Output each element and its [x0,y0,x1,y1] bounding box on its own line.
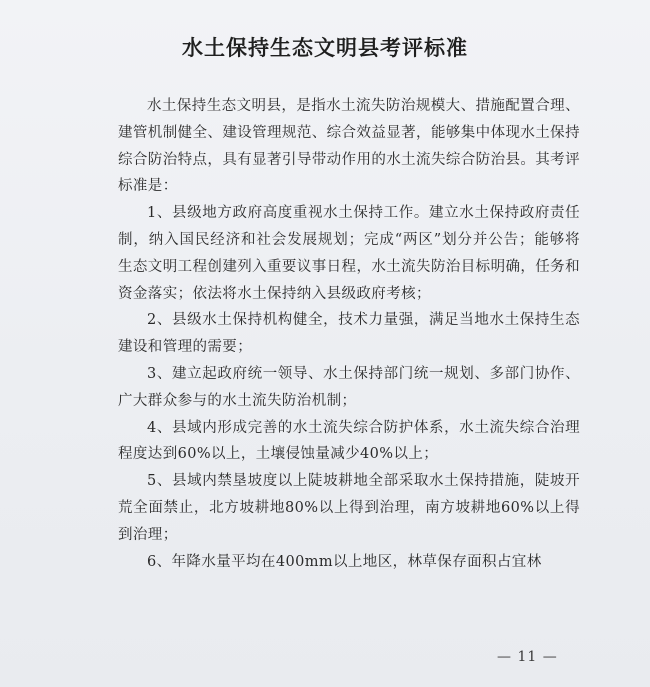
paragraph-criterion-3: 3、建立起政府统一领导、水土保持部门统一规划、多部门协作、广大群众参与的水土流失防治机制； [118,365,580,409]
paragraph-criterion-4: 4、县域内形成完善的水土流失综合防护体系，水土流失综合治理程度达到60%以上，土壤侵蚀量减少40%以上； [118,419,580,463]
paragraph-criterion-1: 1、县级地方政府高度重视水土保持工作。建立水土保持政府责任制，纳入国民经济和社会发展规划；完成“两区”划分并公告；能够将生态文明工程创建列入重要议事日程，水土流失防治目标明确，任务和资金落实；依法将水土保持纳入县级政府考核； [118,205,580,302]
document-title: 水土保持生态文明县考评标准 [182,36,468,60]
paragraph-intro: 水土保持生态文明县，是指水土流失防治规模大、措施配置合理、建管机制健全、建设管理规范、综合效益显著，能够集中体现水土保持综合防治特点，具有显著引导带动作用的水土流失综合防治县。其考评标准是： [118,98,580,195]
document-body [118,93,580,575]
page-number: — 11 — [497,649,558,665]
paragraph-criterion-2: 2、县级水土保持机构健全，技术力量强，满足当地水土保持生态建设和管理的需要； [118,312,580,356]
paragraph-criterion-6: 6、年降水量平均在400mm以上地区，林草保存面积占宜林 [147,553,542,570]
paragraph-criterion-5: 5、县域内禁垦坡度以上陡坡耕地全部采取水土保持措施，陡坡开荒全面禁止，北方坡耕地80%以上得到治理，南方坡耕地60%以上得到治理； [118,473,580,543]
